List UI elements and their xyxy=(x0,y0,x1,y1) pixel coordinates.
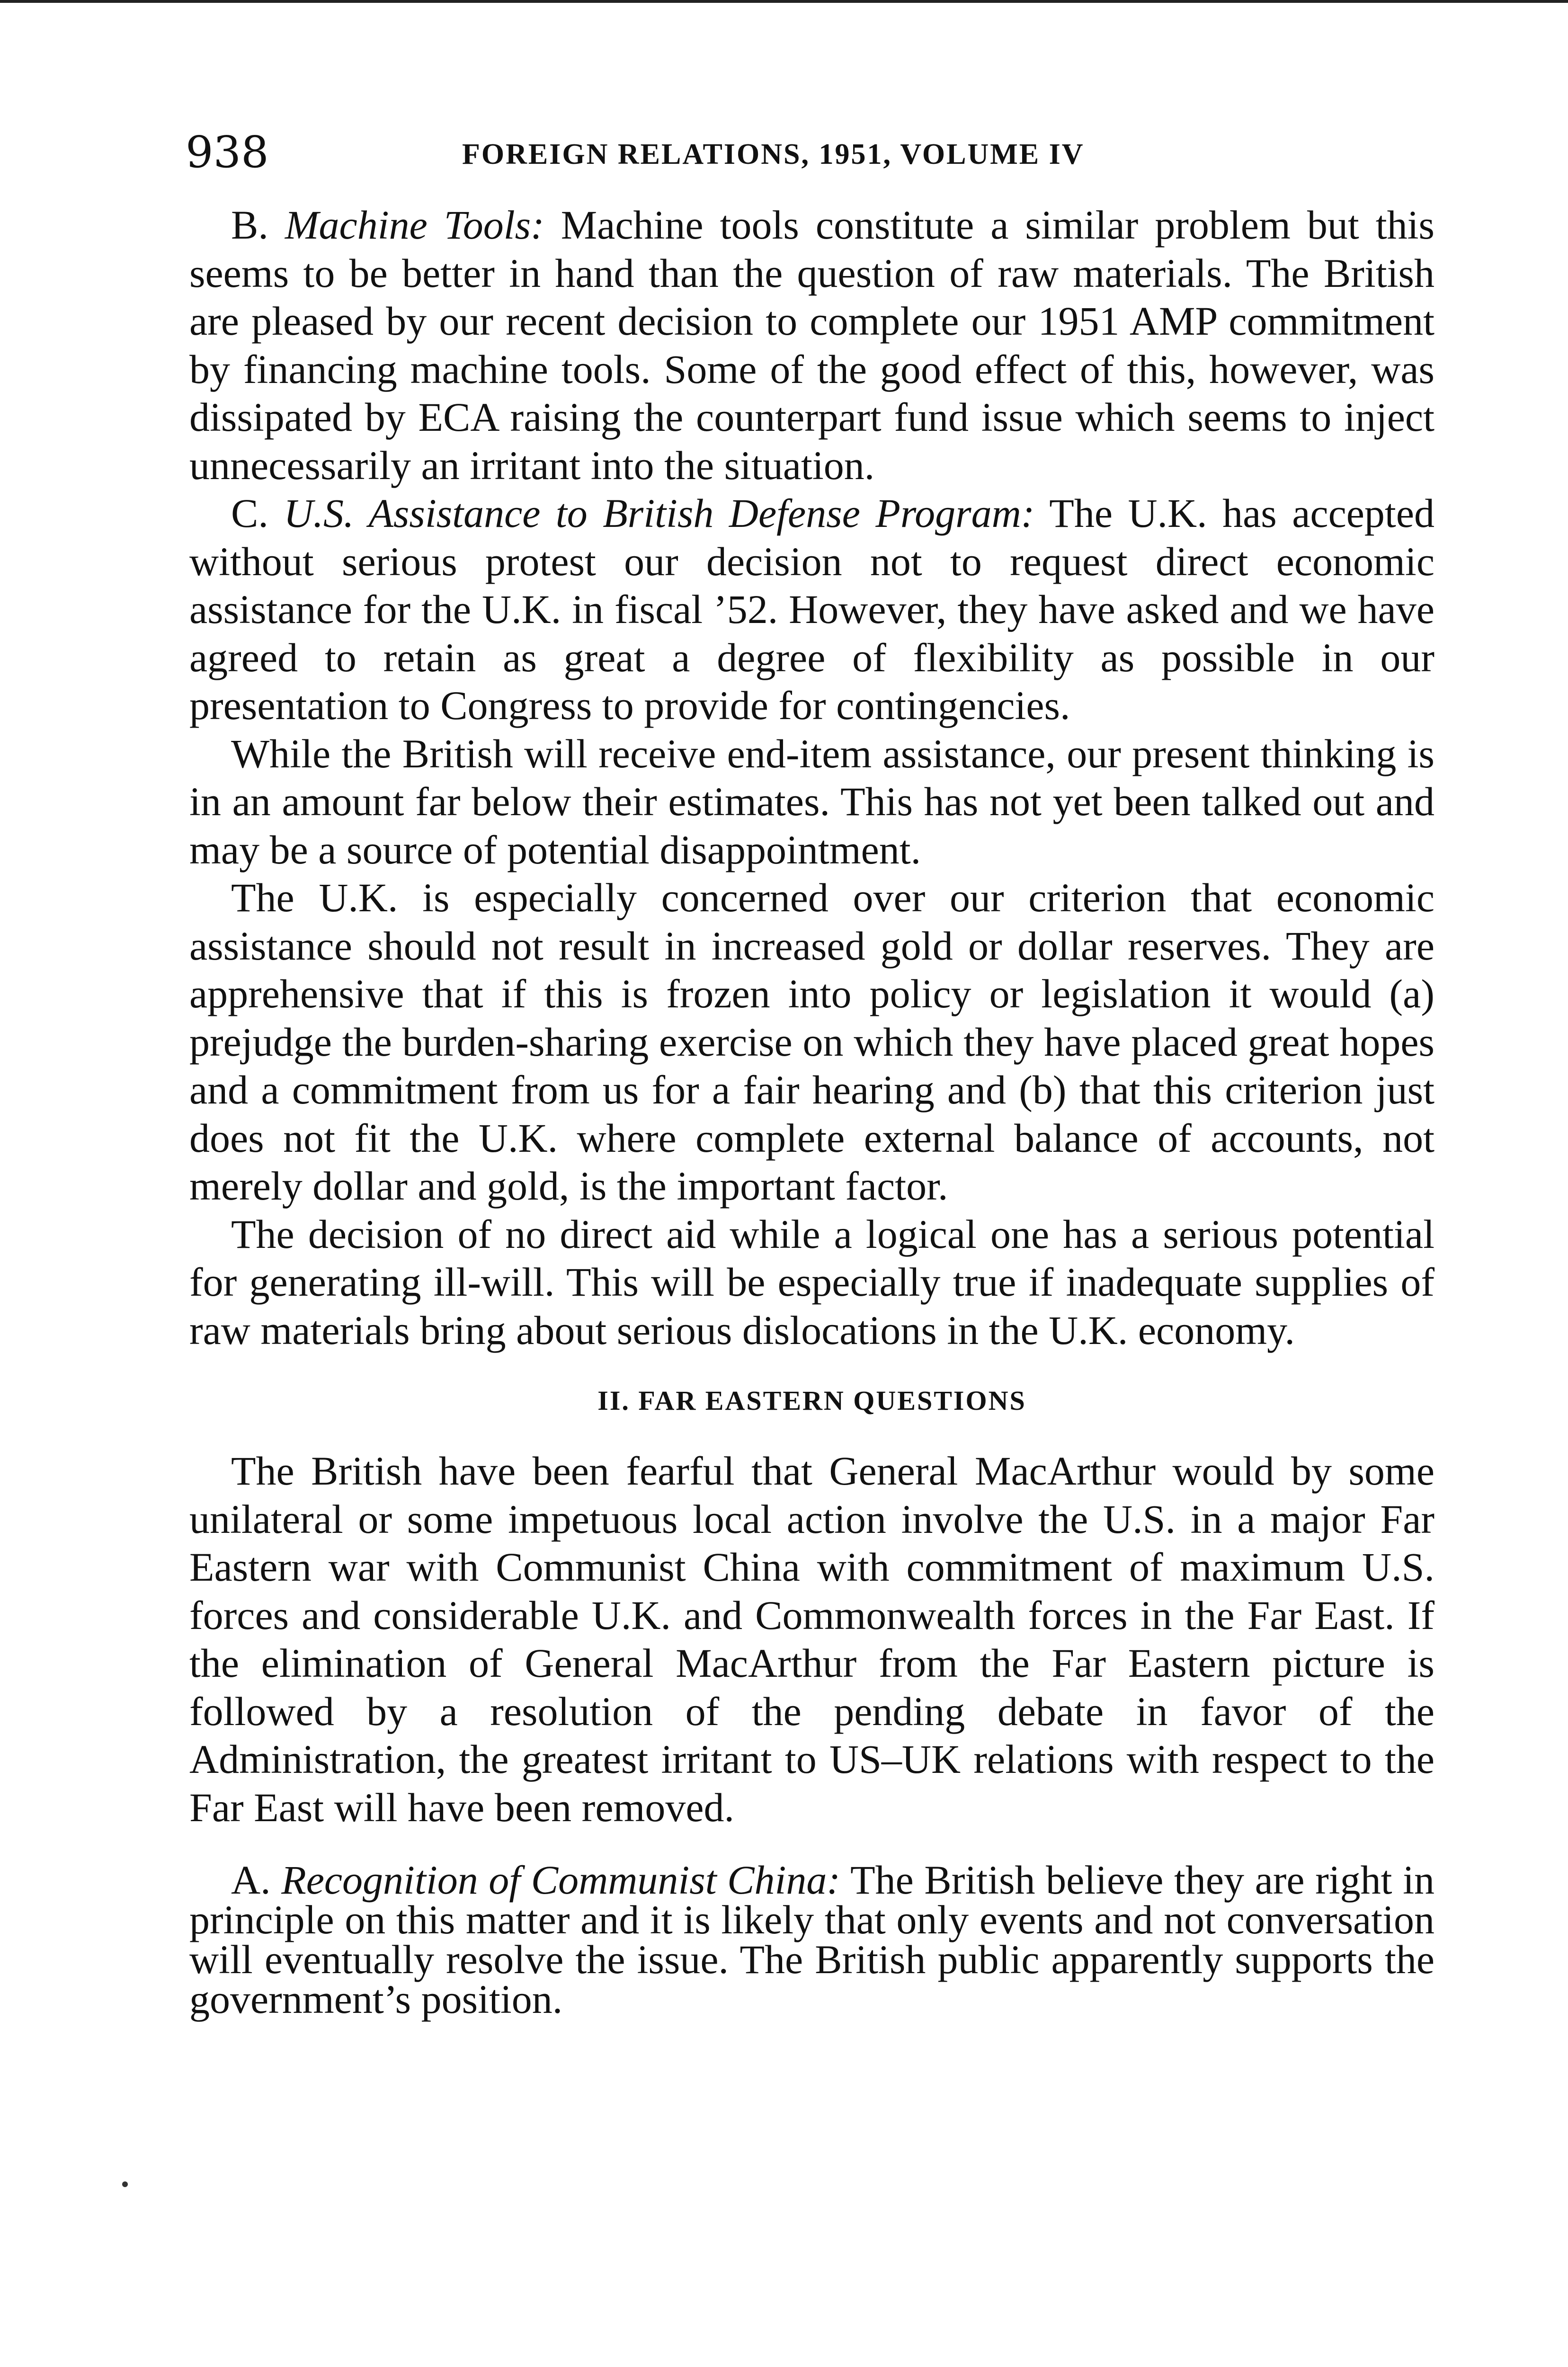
paragraph-heading: U.S. Assistance to British Defense Program: xyxy=(284,490,1035,536)
paragraph-text: Machine tools constitute a similar problem but this seems to be better in hand than the question of raw materials. The British are pleased by our recent decision to complete our 1951 AMP commitment by financing machine tools. Some of the good effect of this, however, was dissipated by ECA raising the counterpart fund issue which seems to inject unnecessarily an irritant into the situation. xyxy=(189,202,1435,488)
paragraph-label: B. xyxy=(231,202,268,248)
section-heading: II. FAR EASTERN QUESTIONS xyxy=(597,1385,1026,1416)
paragraph-no-direct-aid: The decision of no direct aid while a logical one has a serious potential for generating ill-will. This will be especially true if inadequate supplies of raw materials bring about serious dislocations in the U.K. economy. xyxy=(189,1211,1434,1353)
paragraph-machine-tools xyxy=(189,201,1434,489)
paragraph-text: The British believe they are right in principle on this matter and it is likely that only events and not conversation will eventually resolve the issue. The British public apparently supports the government’s position. xyxy=(189,1857,1435,2022)
running-head: FOREIGN RELATIONS, 1951, VOLUME IV xyxy=(462,138,1085,170)
paragraph-label: C. xyxy=(231,490,268,536)
paragraph-heading: Machine Tools: xyxy=(285,202,544,248)
paragraph-macarthur: The British have been fearful that General MacArthur would by some unilateral or some impetuous local action involve the U.S. in a major Far Eastern war with Communist China with commitment of maximum U.S. forces and considerable U.K. and Commonwealth forces in the Far East. If the elimination of General MacArthur from the Far Eastern picture is followed by a resolution of the pending debate in favor of the Administration, the greatest irritant to US–UK relations with respect to the Far East will have been removed. xyxy=(189,1448,1434,1830)
page-header xyxy=(186,124,1435,181)
paragraph-recognition xyxy=(189,1857,1435,2022)
page-top-border xyxy=(0,0,1568,3)
paragraph-label: A. xyxy=(231,1857,271,1903)
margin-dot xyxy=(122,2181,128,2187)
paragraph-end-item: While the British will receive end-item assistance, our present thinking is in an amount far below their estimates. This has not yet been talked out and may be a source of potential disappointment. xyxy=(189,730,1434,872)
document-body xyxy=(189,201,1435,2022)
paragraph-criterion: The U.K. is especially concerned over our criterion that economic assistance should not result in increased gold or dollar reserves. They are apprehensive that if this is frozen into policy or legislation it would (a) prejudge the burden-sharing exercise on which they have placed great hopes and a commitment from us for a fair hearing and (b) that this criterion just does not fit the U.K. where complete external balance of accounts, not merely dollar and gold, is the important factor. xyxy=(189,875,1434,1209)
paragraph-us-assistance xyxy=(189,489,1434,730)
page-number: 938 xyxy=(186,127,269,178)
paragraph-text: The U.K. has accepted without serious protest our decision not to request direct economic assistance for the U.K. in fiscal ’52. However, they have asked and we have agreed to retain as great a degree of flexibility as possible in our presentation to Congress to provide for contingencies. xyxy=(189,490,1434,728)
paragraph-heading: Recognition of Communist China: xyxy=(281,1857,841,1903)
